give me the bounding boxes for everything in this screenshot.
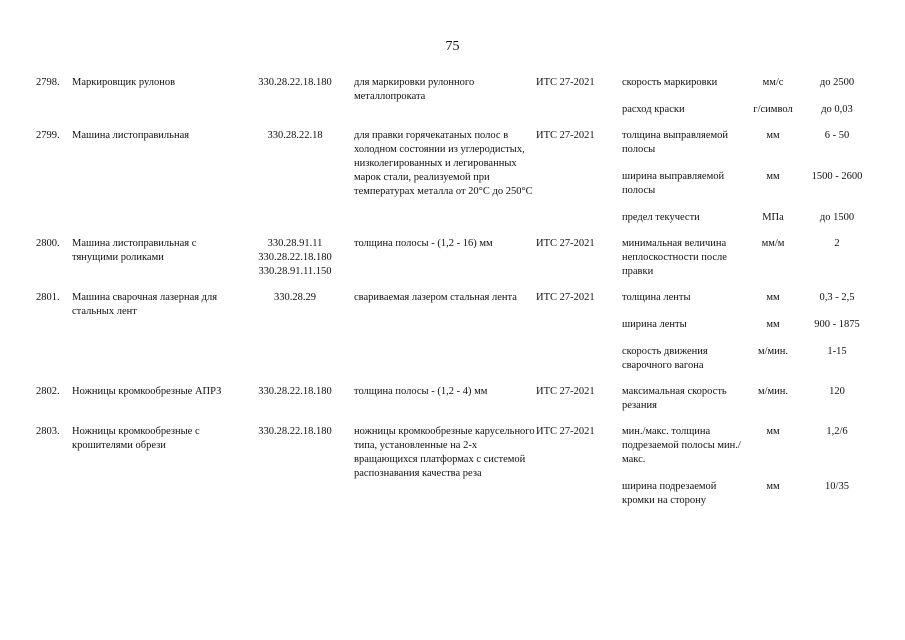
okpd-code: 330.28.22.18.180 bbox=[258, 426, 332, 437]
parameters-cell bbox=[622, 237, 870, 291]
parameter-row bbox=[622, 425, 870, 467]
equipment-description: ножницы кромкообрезные карусельного типа, установленные на 2-х вращающихся платформах с системой распознавания качества реза bbox=[354, 426, 535, 479]
equipment-name: Ножницы кромкообрезные АПРЗ bbox=[72, 386, 222, 397]
table-row bbox=[36, 76, 870, 129]
parameter-unit: мм bbox=[766, 481, 780, 492]
parameter-value: 120 bbox=[829, 386, 845, 397]
parameter-row bbox=[622, 345, 870, 373]
parameter-unit: мм bbox=[766, 426, 780, 437]
parameters-cell bbox=[622, 76, 870, 129]
parameter-name: максимальная скорость резания bbox=[622, 386, 727, 411]
okpd-code: 330.28.91.11 bbox=[267, 238, 323, 249]
equipment-name: Машина листоправильная bbox=[72, 130, 190, 141]
standard-reference: ИТС 27-2021 bbox=[536, 292, 595, 303]
standard-reference: ИТС 27-2021 bbox=[536, 77, 595, 88]
parameter-row bbox=[622, 211, 870, 225]
parameter-value: 1500 - 2600 bbox=[811, 171, 863, 182]
okpd-codes bbox=[240, 291, 350, 385]
table-row bbox=[36, 129, 870, 237]
equipment-description: для правки горячекатаных полос в холодном состоянии из углеродистых, низколегированных и легированных марок стали, реализуемой при температурах металла от 20°C до 250°C bbox=[354, 130, 533, 197]
parameter-value: 900 - 1875 bbox=[814, 319, 860, 330]
equipment-description: для маркировки рулонного металлопроката bbox=[354, 77, 475, 102]
parameter-unit: мм bbox=[766, 130, 780, 141]
standard-reference: ИТС 27-2021 bbox=[536, 426, 595, 437]
equipment-description: толщина полосы - (1,2 - 16) мм bbox=[354, 238, 493, 249]
table-row bbox=[36, 385, 870, 425]
parameter-unit: мм bbox=[766, 292, 780, 303]
okpd-code: 330.28.22.18.180 bbox=[258, 386, 332, 397]
equipment-description: свариваемая лазером стальная лента bbox=[354, 292, 517, 303]
row-number: 2800. bbox=[36, 238, 60, 249]
okpd-codes bbox=[240, 385, 350, 425]
equipment-name: Машина сварочная лазерная для стальных лент bbox=[72, 292, 218, 317]
parameter-row bbox=[622, 318, 870, 332]
parameter-value: 0,3 - 2,5 bbox=[819, 292, 855, 303]
parameters-cell bbox=[622, 385, 870, 425]
parameter-name: ширина ленты bbox=[622, 319, 687, 330]
parameters-cell bbox=[622, 425, 870, 520]
standard-reference: ИТС 27-2021 bbox=[536, 386, 595, 397]
okpd-codes bbox=[240, 129, 350, 237]
table-row bbox=[36, 291, 870, 385]
parameter-unit: м/мин. bbox=[757, 346, 789, 357]
parameter-name: ширина выправляемой полосы bbox=[622, 171, 725, 196]
parameter-row bbox=[622, 129, 870, 157]
row-number: 2799. bbox=[36, 130, 60, 141]
parameter-name: минимальная величина неплоскостности после правки bbox=[622, 238, 727, 277]
parameter-name: расход краски bbox=[622, 104, 685, 115]
parameter-name: толщина ленты bbox=[622, 292, 691, 303]
parameter-value: до 1500 bbox=[819, 212, 855, 223]
okpd-code: 330.28.29 bbox=[274, 292, 316, 303]
okpd-code: 330.28.22.18.180 bbox=[258, 77, 332, 88]
okpd-codes bbox=[240, 425, 350, 520]
parameter-value: 6 - 50 bbox=[824, 130, 850, 141]
equipment-description: толщина полосы - (1,2 - 4) мм bbox=[354, 386, 488, 397]
parameter-row bbox=[622, 237, 870, 279]
parameter-value: 1,2/6 bbox=[826, 426, 848, 437]
parameter-row bbox=[622, 76, 870, 90]
parameter-row bbox=[622, 170, 870, 198]
equipment-table-body bbox=[36, 76, 870, 520]
equipment-name: Машина листоправильная с тянущими роликами bbox=[72, 238, 197, 263]
row-number: 2801. bbox=[36, 292, 60, 303]
parameters-cell bbox=[622, 291, 870, 385]
parameter-unit: мм/с bbox=[762, 77, 784, 88]
parameter-unit: мм bbox=[766, 319, 780, 330]
parameter-row bbox=[622, 480, 870, 508]
equipment-name: Маркировщик рулонов bbox=[72, 77, 176, 88]
parameter-value: 10/35 bbox=[825, 481, 849, 492]
parameter-name: скорость движения сварочного вагона bbox=[622, 346, 708, 371]
parameter-row bbox=[622, 291, 870, 305]
table-row bbox=[36, 237, 870, 291]
parameter-unit: мм/м bbox=[761, 238, 785, 249]
parameter-value: до 2500 bbox=[819, 77, 855, 88]
parameter-name: предел текучести bbox=[622, 212, 700, 223]
table-row bbox=[36, 425, 870, 520]
row-number: 2803. bbox=[36, 426, 60, 437]
parameter-row bbox=[622, 103, 870, 117]
parameter-unit: м/мин. bbox=[757, 386, 789, 397]
parameter-name: мин./макс. толщина подрезаемой полосы мин./макс. bbox=[622, 426, 741, 465]
equipment-table bbox=[36, 76, 870, 520]
parameter-unit: г/символ bbox=[753, 104, 793, 115]
parameter-name: ширина подрезаемой кромки на сторону bbox=[622, 481, 717, 506]
parameters-cell bbox=[622, 129, 870, 237]
row-number: 2798. bbox=[36, 77, 60, 88]
parameter-unit: мм bbox=[766, 171, 780, 182]
okpd-code: 330.28.91.11.150 bbox=[258, 266, 332, 277]
equipment-name: Ножницы кромкообрезные с крошителями обрези bbox=[72, 426, 200, 451]
parameter-unit: МПа bbox=[762, 212, 784, 223]
parameter-value: 1-15 bbox=[827, 346, 847, 357]
page-number: 75 bbox=[445, 39, 460, 54]
okpd-codes bbox=[240, 237, 350, 291]
parameter-row bbox=[622, 385, 870, 413]
parameter-name: толщина выправляемой полосы bbox=[622, 130, 729, 155]
okpd-code: 330.28.22.18 bbox=[267, 130, 323, 141]
row-number: 2802. bbox=[36, 386, 60, 397]
parameter-value: до 0,03 bbox=[821, 104, 853, 115]
parameter-name: скорость маркировки bbox=[622, 77, 718, 88]
standard-reference: ИТС 27-2021 bbox=[536, 130, 595, 141]
standard-reference: ИТС 27-2021 bbox=[536, 238, 595, 249]
parameter-value: 2 bbox=[834, 238, 840, 249]
okpd-codes bbox=[240, 76, 350, 129]
okpd-code: 330.28.22.18.180 bbox=[258, 252, 332, 263]
